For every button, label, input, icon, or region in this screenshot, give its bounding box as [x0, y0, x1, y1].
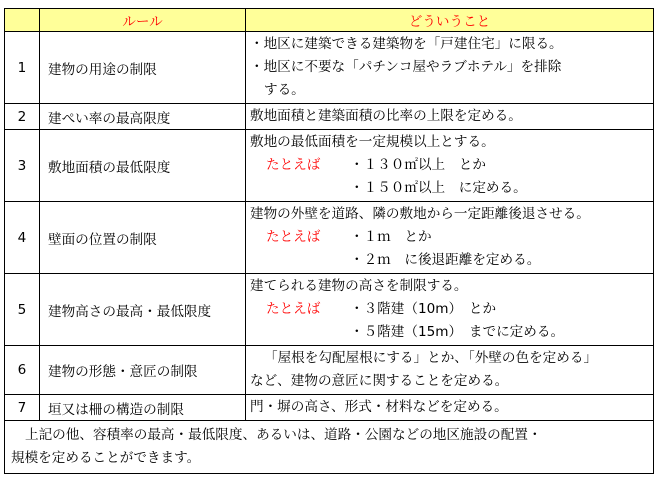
rule-description	[246, 202, 654, 274]
row-number: 7	[5, 395, 40, 421]
table-row	[5, 130, 654, 202]
example-line	[250, 298, 649, 321]
table-row	[5, 104, 654, 130]
rule-description	[246, 346, 654, 395]
footer-row	[5, 421, 654, 474]
example-line	[250, 321, 649, 344]
example-text: ・１ｍ とか	[350, 229, 432, 245]
table-row	[5, 346, 654, 395]
header-rule: ルール	[40, 9, 246, 32]
rule-description	[246, 274, 654, 346]
rule-name: 建物の用途の制限	[40, 32, 246, 104]
table-row	[5, 32, 654, 104]
description-line: ・地区に建築できる建築物を「戸建住宅」に限る。	[250, 36, 563, 52]
rule-name: 壁面の位置の制限	[40, 202, 246, 274]
row-number: 2	[5, 104, 40, 130]
rules-table	[4, 8, 654, 474]
rule-description	[246, 395, 654, 421]
row-number: 6	[5, 346, 40, 395]
description-line: 建物の外壁を道路、隣の敷地から一定距離後退させる。	[250, 206, 590, 222]
description-line: 門・塀の高さ、形式・材料などを定める。	[250, 399, 508, 415]
example-line	[250, 177, 649, 200]
rule-description	[246, 104, 654, 130]
rule-name: 建ぺい率の最高限度	[40, 104, 246, 130]
example-label: たとえば	[266, 157, 321, 173]
row-number: 4	[5, 202, 40, 274]
description-line: など、建物の意匠に関することを定める。	[250, 373, 509, 389]
rule-description	[246, 130, 654, 202]
table-row	[5, 395, 654, 421]
example-text: ・５階建（15m） までに定める。	[350, 324, 565, 340]
rule-name: 垣又は柵の構造の制限	[40, 395, 246, 421]
table-row	[5, 202, 654, 274]
example-line	[250, 226, 649, 249]
rule-name: 建物高さの最高・最低限度	[40, 274, 246, 346]
example-line	[250, 154, 649, 177]
example-text: ・１５０㎡以上 に定める。	[350, 180, 527, 196]
example-line	[250, 249, 649, 272]
rule-description	[246, 32, 654, 104]
row-number: 5	[5, 274, 40, 346]
example-label: たとえば	[266, 301, 321, 317]
rule-name: 敷地面積の最低限度	[40, 130, 246, 202]
example-text: ・２ｍ に後退距離を定める。	[350, 252, 541, 268]
header-number-cell	[5, 9, 40, 32]
description-line: 敷地の最低面積を一定規模以上とする。	[250, 134, 495, 150]
example-text: ・３階建（10m） とか	[350, 301, 497, 317]
description-line: 建てられる建物の高さを制限する。	[250, 278, 468, 294]
footer-line: 規模を定めることができます。	[11, 450, 201, 466]
header-meaning: どういうこと	[246, 9, 654, 32]
description-line: ・地区に不要な「パチンコ屋やラブホテル」を排除	[250, 59, 562, 75]
rule-name: 建物の形態・意匠の制限	[40, 346, 246, 395]
description-line: 「屋根を勾配屋根にする」とか、「外壁の色を定める」	[264, 350, 598, 366]
table-row	[5, 274, 654, 346]
example-label: たとえば	[266, 229, 321, 245]
header-row	[5, 9, 654, 32]
row-number: 1	[5, 32, 40, 104]
description-line: 敷地面積と建築面積の比率の上限を定める。	[250, 108, 522, 124]
row-number: 3	[5, 130, 40, 202]
description-line: する。	[264, 82, 305, 98]
footer-note	[5, 421, 654, 474]
footer-line: 上記の他、容積率の最高・最低限度、あるいは、道路・公園などの地区施設の配置・	[25, 427, 542, 443]
example-text: ・１３０㎡以上 とか	[350, 157, 486, 173]
